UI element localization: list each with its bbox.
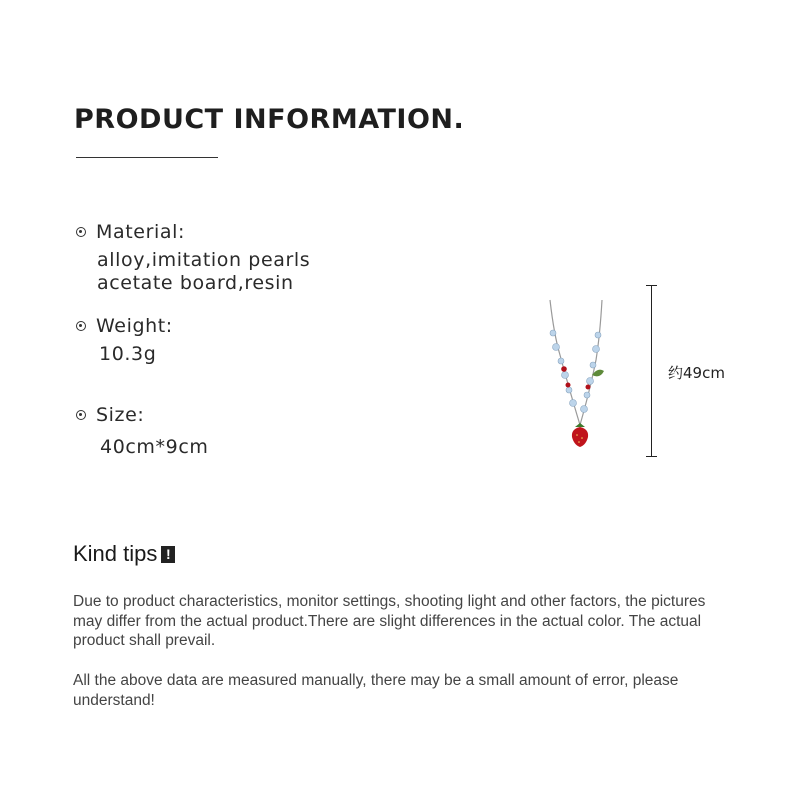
bullet-icon — [76, 227, 86, 237]
title-divider — [76, 157, 218, 158]
spec-material-label: Material: — [96, 221, 185, 243]
disclaimer-measure: All the above data are measured manually, there may be a small amount of error, please understand! — [73, 672, 679, 709]
spec-material-line-1: alloy,imitation pearls — [97, 249, 311, 271]
spec-size — [76, 404, 208, 459]
bullet-icon — [76, 410, 86, 420]
spec-material-line-2: acetate board,resin — [97, 272, 294, 294]
dimension-line — [651, 285, 652, 457]
strawberry-pendant — [572, 423, 588, 447]
spec-weight-value: 10.3g — [99, 343, 157, 365]
bullet-icon — [76, 321, 86, 331]
spec-weight — [76, 315, 173, 366]
spec-weight-label: Weight: — [96, 315, 173, 337]
length-label: 约49cm — [668, 364, 725, 382]
necklace-image — [540, 295, 620, 455]
dimension-cap-bottom — [646, 456, 657, 457]
spec-material — [76, 221, 310, 295]
kind-tips-label: Kind tips — [73, 541, 158, 566]
page-title: PRODUCT INFORMATION. — [74, 104, 465, 135]
spec-size-value: 40cm*9cm — [100, 436, 209, 458]
disclaimer-color: Due to product characteristics, monitor settings, shooting light and other factors, the pictures may differ from the actual product.There are slight differences in the actual color. The actual product shall prevail. — [73, 593, 706, 649]
spec-size-label: Size: — [96, 404, 145, 426]
warning-icon: ! — [161, 546, 175, 563]
kind-tips-title — [73, 541, 175, 567]
